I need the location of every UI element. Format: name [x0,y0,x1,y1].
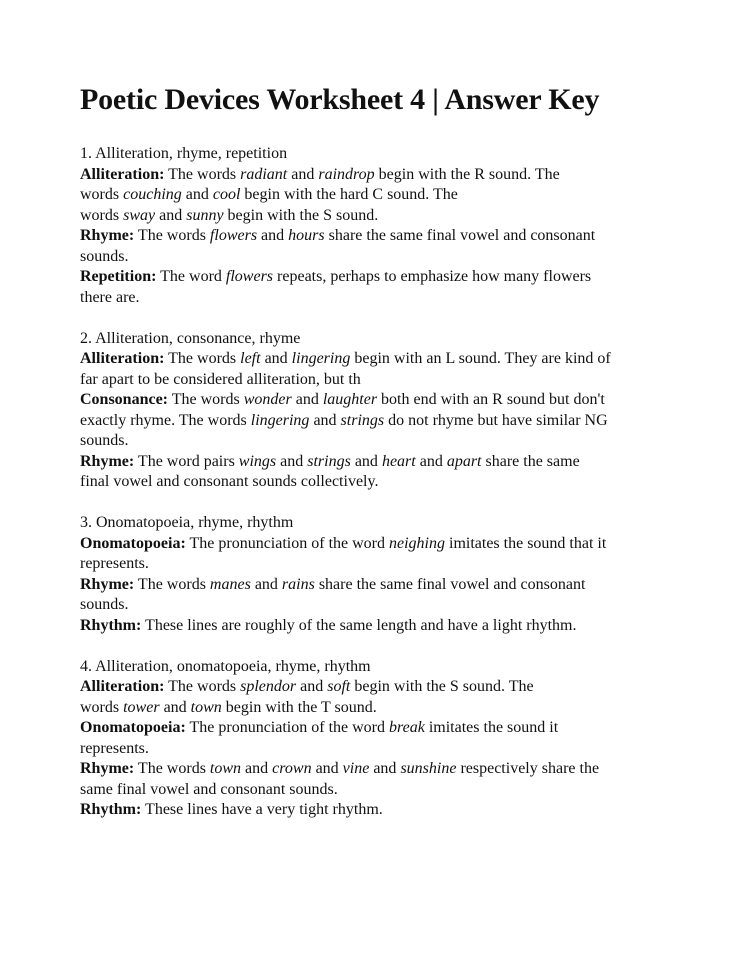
device-label: Alliteration: [80,165,165,183]
explanation-text: sounds. [80,247,129,265]
explanation-text: and [250,575,282,593]
device-label: Repetition: [80,268,157,285]
explanation-text: begin with an L sound. They are kind of [350,350,611,367]
example-word: crown [272,760,312,777]
answer-section [80,329,680,493]
example-word: hours [288,227,325,244]
explanation-text: and [296,678,328,695]
explanation-text: and [181,186,213,203]
explanation-text: share the same final vowel and consonant [314,575,586,593]
explanation-text: far apart to be considered alliteration, but th [80,370,361,388]
device-explanation [80,616,680,637]
explanation-text: and [415,452,447,470]
explanation-text: The words [164,165,241,183]
example-word: cool [212,186,241,203]
example-word: strings [307,452,351,470]
device-label: Rhyme: [80,575,135,593]
example-word: laughter [322,391,378,408]
device-explanation [80,800,680,821]
example-word: tower [123,698,160,716]
device-explanation [80,677,680,718]
explanation-text: The words [134,760,210,777]
example-word: flowers [225,268,274,285]
device-explanation [80,390,680,452]
example-word: sunny [186,206,224,224]
explanation-text: imitates the sound that it [445,534,607,552]
device-label: Rhythm: [80,616,142,634]
explanation-text: The words [164,350,241,367]
example-word: vine [342,760,370,777]
explanation-text: The word pairs [134,452,239,470]
example-word: raindrop [318,165,375,183]
device-explanation [80,349,680,390]
section-heading: 2. Alliteration, consonance, rhyme [80,329,301,347]
explanation-text: and [369,760,401,777]
explanation-text: represents. [80,555,149,572]
explanation-text: begin with the R sound. The [374,165,560,183]
explanation-text: share the same [481,452,580,470]
explanation-text: and [276,452,308,470]
device-label: Rhyme: [80,760,135,777]
device-explanation [80,759,680,800]
explanation-text: and [287,165,319,183]
explanation-text: and [291,391,323,408]
explanation-text: begin with the S sound. The [350,678,534,695]
explanation-text: The words [164,678,241,695]
example-word: manes [209,575,251,593]
explanation-text: and [257,227,289,244]
explanation-text: words [80,186,124,203]
explanation-text: and [241,760,273,777]
section-heading: 4. Alliteration, onomatopoeia, rhyme, rhythm [80,657,371,675]
explanation-text: repeats, perhaps to emphasize how many flowers [273,268,592,285]
example-word: apart [446,452,482,470]
example-word: heart [381,452,416,470]
explanation-text: and [159,698,191,716]
example-word: rains [281,575,315,593]
section-heading: 3. Onomatopoeia, rhyme, rhythm [80,514,294,531]
explanation-text: sounds. [80,596,129,613]
example-word: sway [123,206,156,224]
example-word: lingering [291,350,351,367]
example-word: soft [327,678,351,695]
example-word: wings [238,452,277,470]
explanation-text: respectively share the [456,760,600,777]
answer-sections [80,144,680,821]
explanation-text: there are. [80,288,140,306]
explanation-text: and [311,760,343,777]
device-label: Rhyme: [80,452,135,470]
device-label: Consonance: [80,391,169,408]
example-word: flowers [209,227,258,244]
device-explanation [80,718,680,759]
explanation-text: and [260,350,292,367]
device-label: Rhythm: [80,801,142,818]
explanation-text: and [309,411,341,429]
answer-section [80,144,680,308]
explanation-text: These lines are roughly of the same length and have a light rhythm. [141,616,577,634]
explanation-text: words [80,206,124,224]
example-word: couching [123,186,182,203]
example-word: town [209,760,242,777]
explanation-text: both end with an R sound but don't [377,391,605,408]
device-label: Alliteration: [80,350,165,367]
explanation-text: These lines have a very tight rhythm. [141,801,383,818]
page-title: Poetic Devices Worksheet 4 | Answer Key [80,83,600,116]
answer-section [80,513,680,636]
explanation-text: sounds. [80,432,129,449]
explanation-text: represents. [80,739,149,757]
example-word: neighing [389,534,445,552]
answer-section [80,657,680,821]
example-word: left [240,350,261,367]
device-explanation [80,226,680,267]
device-explanation [80,267,680,308]
device-label: Rhyme: [80,227,135,244]
explanation-text: The words [134,227,210,244]
explanation-text: The word [156,268,226,285]
explanation-text: The words [134,575,210,593]
example-word: town [190,698,222,716]
explanation-text: exactly rhyme. The words [80,411,251,429]
example-word: splendor [240,678,297,695]
device-label: Onomatopoeia: [80,719,186,736]
explanation-text: same final vowel and consonant sounds. [80,780,338,798]
explanation-text: The words [168,391,244,408]
explanation-text: begin with the hard C sound. The [240,186,458,203]
example-word: sunshine [400,760,457,777]
explanation-text: words [80,698,124,716]
section-heading: 1. Alliteration, rhyme, repetition [80,145,288,162]
device-label: Onomatopoeia: [80,534,186,552]
device-explanation [80,575,680,616]
explanation-text: The pronunciation of the word [185,719,389,736]
explanation-text: begin with the T sound. [221,698,377,716]
explanation-text: share the same final vowel and consonant [324,227,596,244]
explanation-text: The pronunciation of the word [185,534,389,552]
explanation-text: do not rhyme but have similar NG [384,411,608,429]
explanation-text: imitates the sound it [424,719,559,736]
device-label: Alliteration: [80,678,165,695]
device-explanation [80,534,680,575]
example-word: wonder [243,391,292,408]
explanation-text: and [155,206,187,224]
example-word: strings [340,411,385,429]
device-explanation [80,165,680,227]
answer-key-page [80,82,680,841]
example-word: break [389,719,425,736]
example-word: radiant [240,165,288,183]
explanation-text: final vowel and consonant sounds collectively. [80,473,379,490]
explanation-text: begin with the S sound. [223,206,379,224]
explanation-text: and [350,452,382,470]
device-explanation [80,452,680,493]
example-word: lingering [250,411,310,429]
